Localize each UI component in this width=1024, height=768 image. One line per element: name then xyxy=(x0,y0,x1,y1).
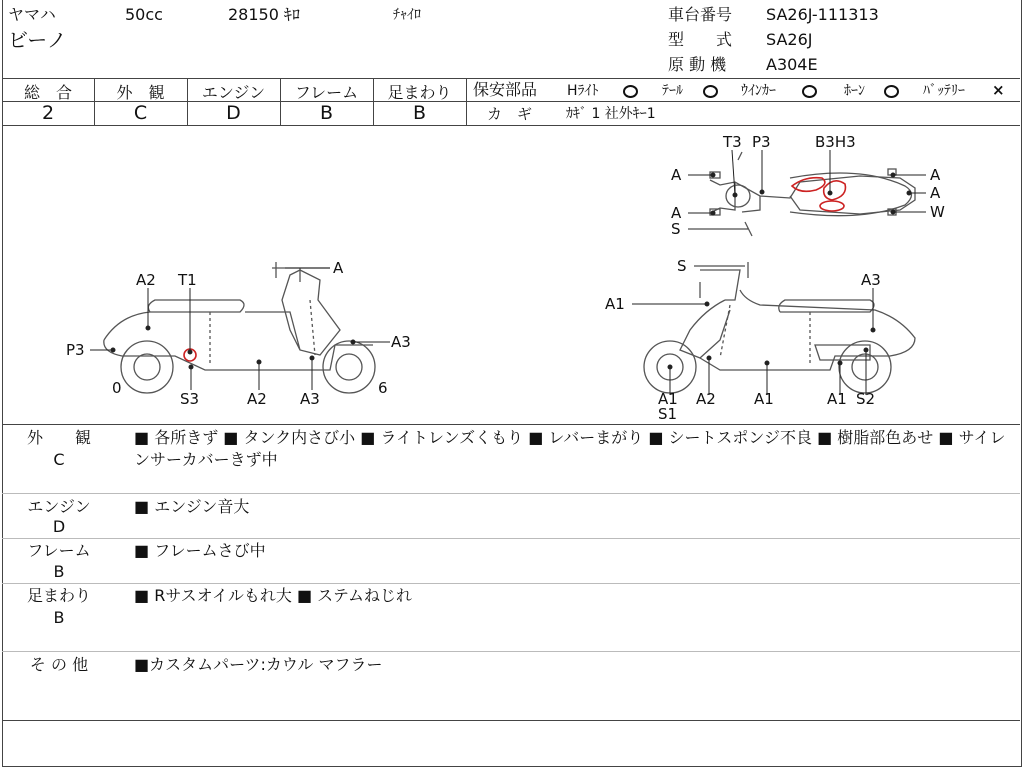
exterior-grade: C xyxy=(133,102,148,124)
engine-grade-label: エンジン xyxy=(201,83,266,102)
grade-top-line xyxy=(2,78,1020,79)
engine-value: A304E xyxy=(766,55,818,74)
remark-other-text: ■カスタムパーツ:カウル マフラー xyxy=(134,655,383,674)
model-name: ビーノ xyxy=(8,28,67,52)
type-label: 型 式 xyxy=(668,30,733,49)
remark-suspension-grade: B xyxy=(53,608,65,627)
key-label: カ ギ xyxy=(487,105,533,123)
left-a3b-label: A3 xyxy=(300,390,320,408)
top-a-label-4: A xyxy=(930,184,941,202)
damage-diagram xyxy=(0,126,1024,424)
left-a2-label: A2 xyxy=(136,271,156,289)
remark-frame-grade: B xyxy=(53,562,65,581)
right-a2b-label: A2 xyxy=(696,390,716,408)
horn-label: ﾎｰﾝ xyxy=(844,83,865,99)
headlight-label: Hﾗｲﾄ xyxy=(567,83,599,99)
top-b3h3-label: B3H3 xyxy=(815,133,856,151)
remarks-top-line xyxy=(2,424,1020,425)
frame-number-label: 車台番号 xyxy=(668,5,733,24)
remark-engine-title: エンジン xyxy=(27,497,91,516)
mileage: 28150 ｷﾛ xyxy=(228,5,300,24)
maker: ヤマハ xyxy=(8,5,56,24)
remark-suspension-text: ■ Rサスオイルもれ大 ■ ステムねじれ xyxy=(134,586,413,605)
right-a1-label: A1 xyxy=(605,295,625,313)
remarks-bottom-line xyxy=(2,720,1020,721)
headlight-ok-icon xyxy=(623,85,638,98)
taillight-ok-icon xyxy=(703,85,718,98)
remarks-line-2 xyxy=(2,538,1020,539)
battery-label: ﾊﾞｯﾃﾘｰ xyxy=(923,83,965,99)
top-t3-label: T3 xyxy=(723,133,742,151)
left-six-label: 6 xyxy=(378,379,388,397)
remarks-line-4 xyxy=(2,651,1020,652)
exterior-label: 外 観 xyxy=(116,83,165,102)
top-a-label-2: A xyxy=(671,204,682,222)
right-a1b-label: A1 xyxy=(658,390,678,408)
horn-ok-icon xyxy=(884,85,899,98)
left-s3-label: S3 xyxy=(180,390,200,408)
key-value: ｶｷﾞ 1 社外ｷｰ1 xyxy=(566,106,656,122)
color: ﾁｬｲﾛ xyxy=(393,7,421,23)
remarks-line-1 xyxy=(2,493,1020,494)
top-a-label-1: A xyxy=(671,166,682,184)
frame-grade: B xyxy=(319,102,334,124)
total-grade: 2 xyxy=(41,102,55,124)
left-a2b-label: A2 xyxy=(247,390,267,408)
engine-grade: D xyxy=(226,102,241,124)
winker-ok-icon xyxy=(802,85,817,98)
left-zero-label: 0 xyxy=(112,379,122,397)
remark-suspension-title: 足まわり xyxy=(26,586,91,605)
winker-label: ｳｲﾝｶｰ xyxy=(741,83,776,99)
remark-frame-text: ■ フレームさび中 xyxy=(134,541,266,560)
remark-other-title: そ の 他 xyxy=(29,655,89,674)
battery-ng-icon: × xyxy=(992,81,1005,99)
right-s1-label: S1 xyxy=(658,405,678,423)
top-a-label-3: A xyxy=(930,166,941,184)
grade-divider-5 xyxy=(466,78,467,125)
left-t1-label: T1 xyxy=(178,271,197,289)
top-p3-label: P3 xyxy=(752,133,771,151)
taillight-label: ﾃｰﾙ xyxy=(662,83,683,99)
displacement: 50cc xyxy=(125,5,163,24)
suspension-grade: B xyxy=(412,102,427,124)
parts-label: 保安部品 xyxy=(473,80,538,99)
damage-mark-seat-2 xyxy=(824,181,846,200)
right-a1c-label: A1 xyxy=(754,390,774,408)
left-a-label: A xyxy=(333,259,344,277)
right-a1d-label: A1 xyxy=(827,390,847,408)
right-s-label: S xyxy=(677,257,687,275)
remarks-line-3 xyxy=(2,583,1020,584)
remark-exterior-text: ■ 各所きず ■ タンク内さび小 ■ ライトレンズくもり ■ レバーまがり ■ シートスポンジ不良 ■ 樹脂部色あせ ■ サイレンサーカバーきず中 xyxy=(134,428,1006,469)
top-w-label: W xyxy=(930,203,945,221)
frame-grade-label: フレーム xyxy=(294,83,359,102)
left-p3-label: P3 xyxy=(66,341,85,359)
right-a3-label: A3 xyxy=(861,271,881,289)
total-label: 総 合 xyxy=(23,83,72,102)
frame-number: SA26J-111313 xyxy=(766,5,879,24)
engine-label: 原 動 機 xyxy=(668,55,727,74)
suspension-grade-label: 足まわり xyxy=(387,83,452,102)
remark-exterior-grade: C xyxy=(53,450,65,469)
type-value: SA26J xyxy=(766,30,813,49)
damage-mark-seat-3 xyxy=(820,201,844,211)
parts-mid-line xyxy=(466,101,1020,102)
top-s-label: S xyxy=(671,220,681,238)
remark-engine-text: ■ エンジン音大 xyxy=(134,497,250,516)
remark-frame-title: フレーム xyxy=(27,541,91,560)
scooter-top-view xyxy=(710,152,915,236)
remark-exterior-title: 外 観 xyxy=(26,428,91,447)
left-a3-label: A3 xyxy=(391,333,411,351)
right-s2-label: S2 xyxy=(856,390,876,408)
remark-engine-grade: D xyxy=(52,517,66,536)
